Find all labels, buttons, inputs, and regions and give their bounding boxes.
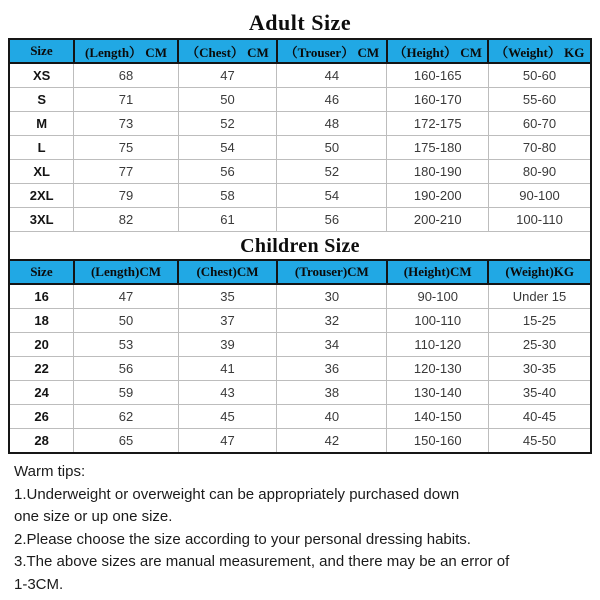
table-row xyxy=(10,429,590,453)
table-row xyxy=(10,381,590,405)
value-cell: 30-35 xyxy=(488,357,590,381)
adult-table-body xyxy=(10,63,590,232)
size-cell: 3XL xyxy=(10,208,74,232)
table-row xyxy=(10,333,590,357)
value-cell: 150-160 xyxy=(387,429,489,453)
value-cell: 40-45 xyxy=(488,405,590,429)
value-cell: 71 xyxy=(74,88,178,112)
table-row xyxy=(10,112,590,136)
value-cell: 200-210 xyxy=(387,208,489,232)
table-row xyxy=(10,208,590,232)
size-cell: XS xyxy=(10,63,74,88)
adult-header-row xyxy=(10,40,590,63)
size-cell: 16 xyxy=(10,284,74,309)
value-cell: 47 xyxy=(178,429,277,453)
table-row xyxy=(10,184,590,208)
children-table-body xyxy=(10,284,590,452)
value-cell: 100-110 xyxy=(488,208,590,232)
value-cell: 50 xyxy=(74,309,178,333)
value-cell: 77 xyxy=(74,160,178,184)
column-header: (Height)CM xyxy=(387,260,489,284)
value-cell: 34 xyxy=(277,333,387,357)
value-cell: 73 xyxy=(74,112,178,136)
value-cell: 190-200 xyxy=(387,184,489,208)
value-cell: 55-60 xyxy=(488,88,590,112)
value-cell: 35 xyxy=(178,284,277,309)
column-header: (Trouser)CM xyxy=(277,260,387,284)
value-cell: 60-70 xyxy=(488,112,590,136)
children-size-title: Children Size xyxy=(10,232,590,259)
value-cell: 50 xyxy=(277,136,387,160)
warm-tips-line-5: 1-3CM. xyxy=(14,575,64,593)
value-cell: 90-100 xyxy=(387,284,489,309)
warm-tips-line-1: 1.Underweight or overweight can be appropriately purchased down xyxy=(14,485,460,503)
table-row xyxy=(10,357,590,381)
column-header: (Length)CM xyxy=(74,260,178,284)
warm-tips-line-3: 2.Please choose the size according to your personal dressing habits. xyxy=(14,530,471,548)
size-cell: 2XL xyxy=(10,184,74,208)
value-cell: 46 xyxy=(277,88,387,112)
column-header: (Length） CM xyxy=(74,40,178,63)
value-cell: 62 xyxy=(74,405,178,429)
warm-tips-title: Warm tips: xyxy=(14,463,86,480)
column-header: （Weight） KG xyxy=(488,40,590,63)
value-cell: 100-110 xyxy=(387,309,489,333)
value-cell: 52 xyxy=(178,112,277,136)
warm-tips xyxy=(14,461,600,596)
value-cell: 90-100 xyxy=(488,184,590,208)
table-row xyxy=(10,160,590,184)
value-cell: 40 xyxy=(277,405,387,429)
table-row xyxy=(10,63,590,88)
value-cell: 172-175 xyxy=(387,112,489,136)
value-cell: 110-120 xyxy=(387,333,489,357)
size-cell: M xyxy=(10,112,74,136)
value-cell: 160-165 xyxy=(387,63,489,88)
value-cell: 54 xyxy=(277,184,387,208)
value-cell: 175-180 xyxy=(387,136,489,160)
value-cell: 120-130 xyxy=(387,357,489,381)
value-cell: 41 xyxy=(178,357,277,381)
value-cell: 70-80 xyxy=(488,136,590,160)
size-cell: 22 xyxy=(10,357,74,381)
value-cell: 56 xyxy=(74,357,178,381)
size-cell: L xyxy=(10,136,74,160)
value-cell: 80-90 xyxy=(488,160,590,184)
table-row xyxy=(10,136,590,160)
value-cell: Under 15 xyxy=(488,284,590,309)
size-cell: 26 xyxy=(10,405,74,429)
value-cell: 140-150 xyxy=(387,405,489,429)
column-header: （Chest） CM xyxy=(178,40,277,63)
children-size-table xyxy=(10,259,590,452)
value-cell: 47 xyxy=(74,284,178,309)
value-cell: 35-40 xyxy=(488,381,590,405)
value-cell: 75 xyxy=(74,136,178,160)
warm-tips-line-2: one size or up one size. xyxy=(14,508,173,525)
column-header: (Weight)KG xyxy=(488,260,590,284)
column-header: （Height） CM xyxy=(387,40,489,63)
value-cell: 61 xyxy=(178,208,277,232)
size-cell: S xyxy=(10,88,74,112)
children-header-row xyxy=(10,260,590,284)
value-cell: 65 xyxy=(74,429,178,453)
size-cell: 20 xyxy=(10,333,74,357)
value-cell: 37 xyxy=(178,309,277,333)
size-tables-container xyxy=(8,38,592,454)
value-cell: 59 xyxy=(74,381,178,405)
value-cell: 52 xyxy=(277,160,387,184)
value-cell: 130-140 xyxy=(387,381,489,405)
value-cell: 56 xyxy=(178,160,277,184)
value-cell: 48 xyxy=(277,112,387,136)
value-cell: 68 xyxy=(74,63,178,88)
value-cell: 32 xyxy=(277,309,387,333)
value-cell: 82 xyxy=(74,208,178,232)
value-cell: 44 xyxy=(277,63,387,88)
value-cell: 79 xyxy=(74,184,178,208)
column-header: Size xyxy=(10,40,74,63)
table-row xyxy=(10,284,590,309)
column-header: （Trouser） CM xyxy=(277,40,387,63)
value-cell: 45-50 xyxy=(488,429,590,453)
value-cell: 47 xyxy=(178,63,277,88)
table-row xyxy=(10,309,590,333)
value-cell: 180-190 xyxy=(387,160,489,184)
size-cell: XL xyxy=(10,160,74,184)
value-cell: 38 xyxy=(277,381,387,405)
adult-size-table xyxy=(10,40,590,232)
value-cell: 15-25 xyxy=(488,309,590,333)
value-cell: 50-60 xyxy=(488,63,590,88)
value-cell: 160-170 xyxy=(387,88,489,112)
column-header: Size xyxy=(10,260,74,284)
warm-tips-line-4: 3.The above sizes are manual measurement, and there may be an error of xyxy=(14,553,510,570)
size-cell: 18 xyxy=(10,309,74,333)
value-cell: 53 xyxy=(74,333,178,357)
value-cell: 43 xyxy=(178,381,277,405)
table-row xyxy=(10,88,590,112)
value-cell: 30 xyxy=(277,284,387,309)
value-cell: 50 xyxy=(178,88,277,112)
value-cell: 39 xyxy=(178,333,277,357)
value-cell: 42 xyxy=(277,429,387,453)
table-row xyxy=(10,405,590,429)
value-cell: 58 xyxy=(178,184,277,208)
value-cell: 36 xyxy=(277,357,387,381)
size-cell: 28 xyxy=(10,429,74,453)
value-cell: 54 xyxy=(178,136,277,160)
adult-size-title: Adult Size xyxy=(248,10,352,35)
column-header: (Chest)CM xyxy=(178,260,277,284)
value-cell: 56 xyxy=(277,208,387,232)
value-cell: 45 xyxy=(178,405,277,429)
value-cell: 25-30 xyxy=(488,333,590,357)
size-cell: 24 xyxy=(10,381,74,405)
